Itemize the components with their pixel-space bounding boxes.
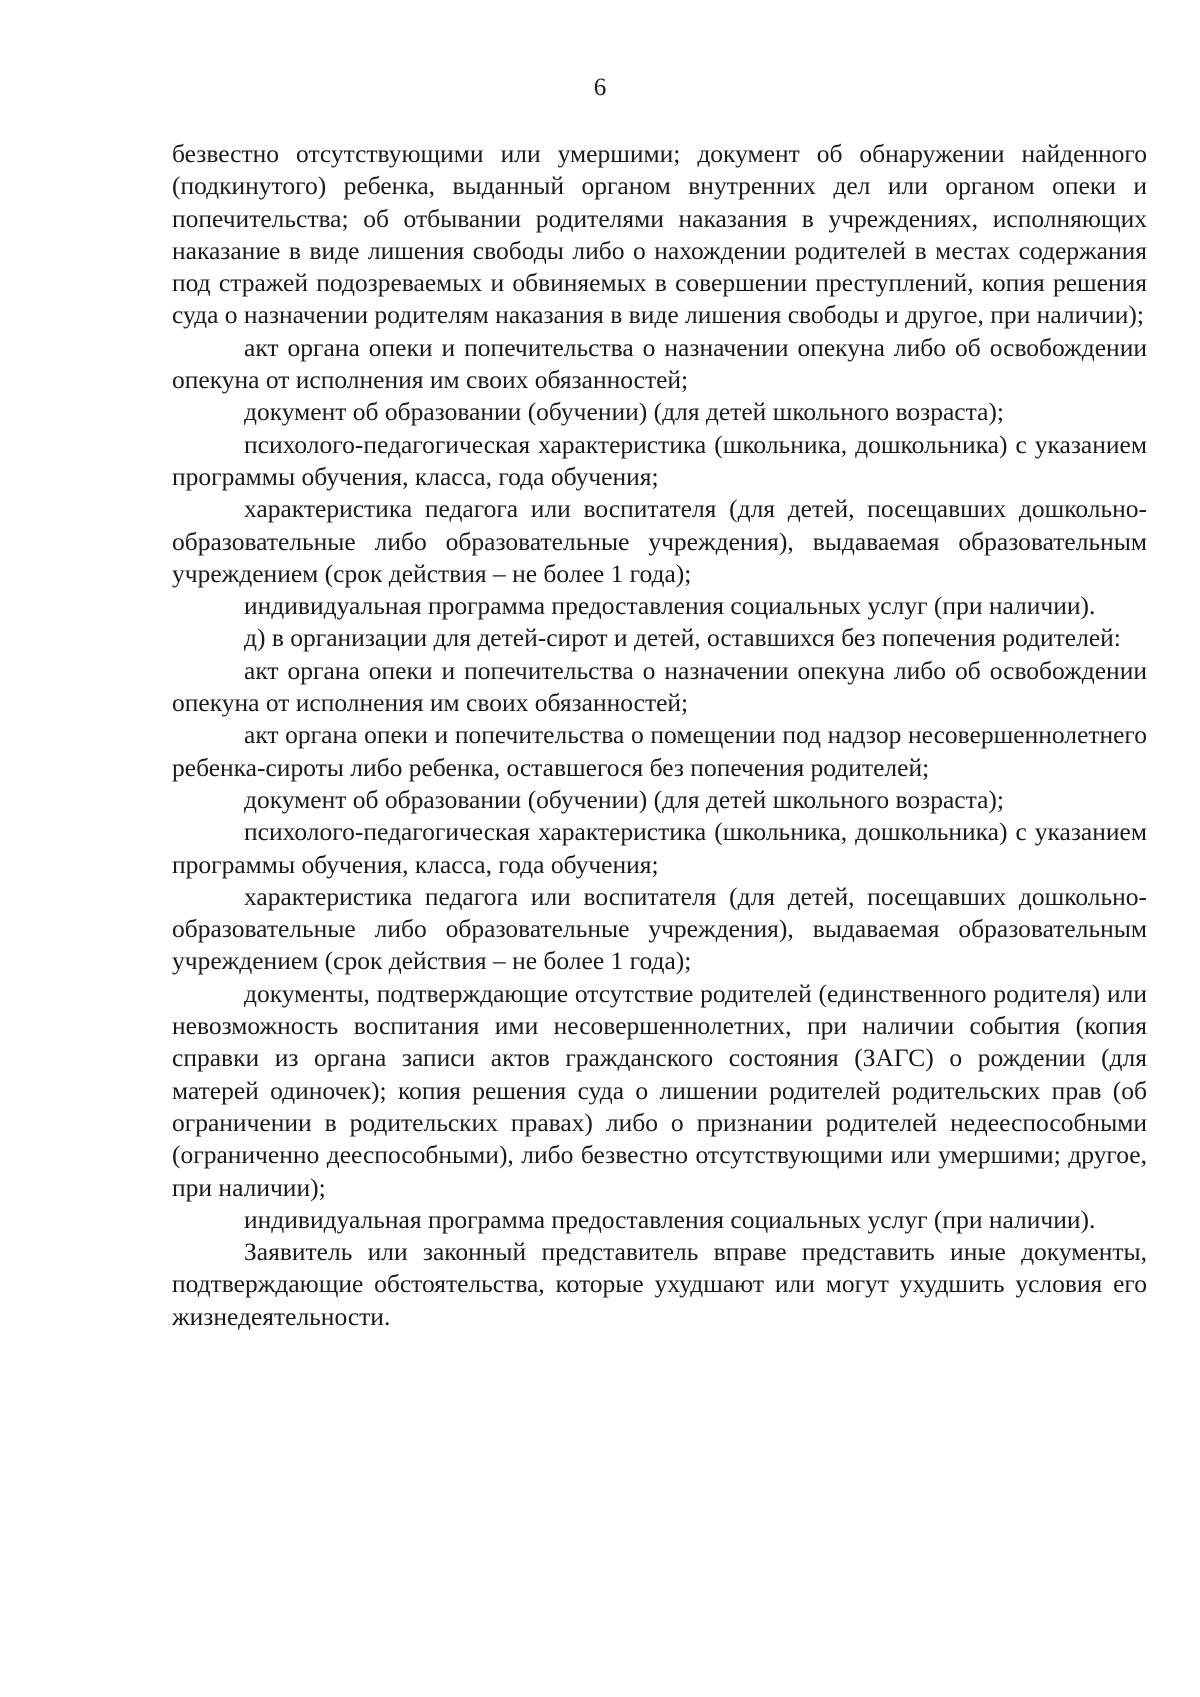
paragraph-teacher-characteristic: характеристика педагога или воспитателя (для детей, посещавших дошкольно-образовательные либо образовательные учреждения), выдаваемая образовательным учреждением (срок действия – не более 1 года); xyxy=(172,881,1147,976)
paragraph-education-document: документ об образовании (обучении) (для детей школьного возраста); xyxy=(244,784,1004,814)
paragraph-section-d: д) в организации для детей-сирот и детей, оставшихся без попечения родителей: xyxy=(244,623,1121,653)
paragraph-continuation: безвестно отсутствующими или умершими; документ об обнаружении найденного (подкинутого) ребенка, выданный органом внутренних дел или органом опеки и попечительства; об отбывании родителями наказания в учреждениях, исполняющих наказание в виде лишения свободы либо о нахождении родителей в местах содержания под стражей подозреваемых и обвиняемых в совершении преступлений, копия решения суда о назначении родителям наказания в виде лишения свободы и другое, при наличии); xyxy=(172,139,1147,330)
paragraph-education-document: документ об образовании (обучении) (для детей школьного возраста); xyxy=(244,397,1004,427)
paragraph-psych-characteristic: психолого-педагогическая характеристика (школьника, дошкольника) с указанием программы обучения, класса, года обучения; xyxy=(172,429,1147,491)
paragraph-guardianship-act: акт органа опеки и попечительства о назначении опекуна либо об освобождении опекуна от исполнения им своих обязанностей; xyxy=(172,655,1147,718)
paragraph-applicant-rights: Заявитель или законный представитель вправе представить иные документы, подтверждающие обстоятельства, которые ухудшают или могут ухудшить условия его жизнедеятельности. xyxy=(172,1237,1147,1331)
paragraph-supervision-act: акт органа опеки и попечительства о помещении под надзор несовершеннолетнего ребенка-сироты либо ребенка, оставшегося без попечения родителей; xyxy=(172,720,1147,782)
document-body xyxy=(172,138,1147,1333)
paragraph-individual-program: индивидуальная программа предоставления социальных услуг (при наличии). xyxy=(244,591,1096,621)
page-number: 6 xyxy=(593,74,607,101)
paragraph-teacher-characteristic: характеристика педагога или воспитателя (для детей, посещавших дошкольно-образовательные либо образовательные учреждения), выдаваемая образовательным учреждением (срок действия – не более 1 года); xyxy=(172,494,1147,588)
paragraph-individual-program: индивидуальная программа предоставления социальных услуг (при наличии). xyxy=(244,1204,1096,1234)
paragraph-psych-characteristic: психолого-педагогическая характеристика (школьника, дошкольника) с указанием программы обучения, класса, года обучения; xyxy=(172,817,1147,879)
paragraph-absence-of-parents: документы, подтверждающие отсутствие родителей (единственного родителя) или невозможность воспитания ими несовершеннолетних, при наличии события (копия справки из органа записи актов гражданского состояния (ЗАГС) о рождении (для матерей одиночек); копия решения суда о лишении родителей родительских прав (об ограничении в родительских правах) либо о признании родителей недееспособными (ограниченно дееспособными), либо безвестно отсутствующими или умершими; другое, при наличии); xyxy=(172,978,1147,1202)
paragraph-guardianship-act: акт органа опеки и попечительства о назначении опекуна либо об освобождении опекуна от исполнения им своих обязанностей; xyxy=(172,332,1147,395)
